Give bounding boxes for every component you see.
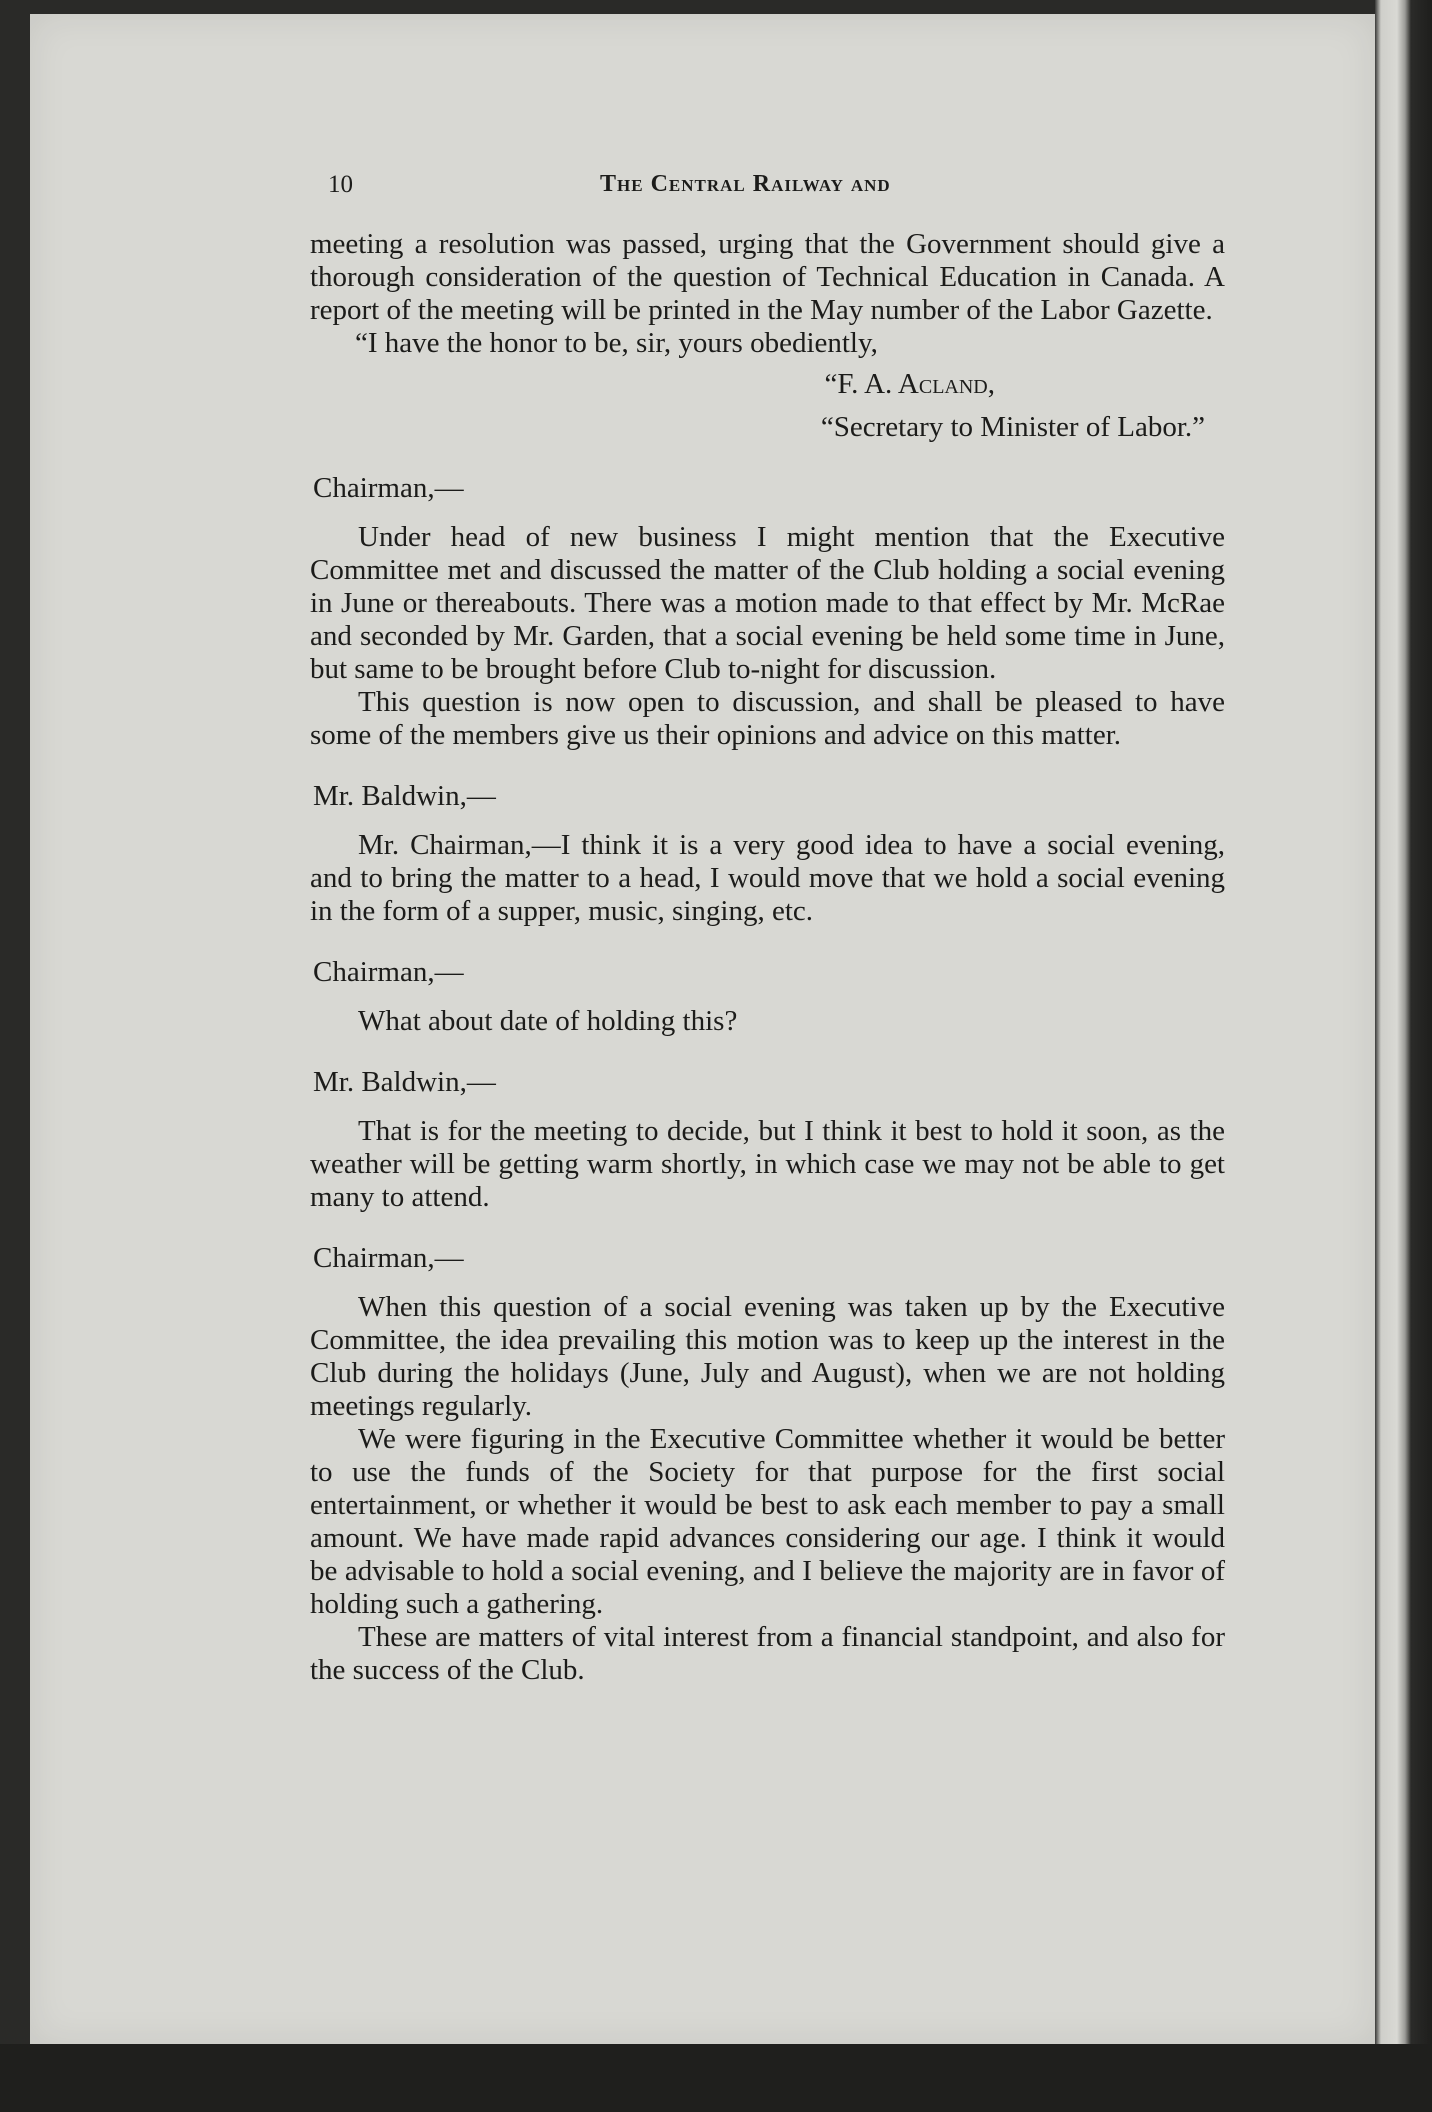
page-text (310, 168, 1225, 1687)
speech-paragraph: Mr. Chairman,—I think it is a very good idea to have a social evening, and to bring the matter to a head, I would move that we hold a social evening in the form of a supper, music, singing, etc. (310, 829, 1225, 927)
letter-paragraph: meeting a resolution was passed, urging that the Government should give a thorough consideration of the question of Technical Education in Canada. A report of the meeting will be printed in the May number of the Labor Gazette. (310, 228, 1225, 326)
speech-paragraph: These are matters of vital interest from a financial standpoint, and also for the success of the Club. (310, 1621, 1225, 1686)
speech-paragraph: What about date of holding this? (358, 1005, 738, 1037)
speaker-label: Mr. Baldwin,— (313, 780, 496, 812)
speech-paragraph: We were figuring in the Executive Committee whether it would be better to use the funds of the Society for that purpose for the first social entertainment, or whether it would be best to ask each member to pay a small amount. We have made rapid advances considering our age. I think it would be advisable to hold a social evening, and I believe the majority are in favor of holding such a gathering. (310, 1423, 1225, 1620)
page-number: 10 (328, 171, 353, 198)
speech-paragraph: This question is now open to discussion, and shall be pleased to have some of the members give us their opinions and advice on this matter. (310, 686, 1225, 751)
page-edge-bottom (0, 2044, 1432, 2112)
speech-paragraph: When this question of a social evening was taken up by the Executive Committee, the idea prevailing this motion was to keep up the interest in the Club during the holidays (June, July and August), when we are not holding meetings regularly. (310, 1291, 1225, 1422)
speech-paragraph: Under head of new business I might mention that the Executive Committee met and discussed the matter of the Club holding a social evening in June or thereabouts. There was a motion made to that effect by Mr. McRae and seconded by Mr. Garden, that a social evening be held some time in June, but same to be brought before Club to-night for discussion. (310, 521, 1225, 685)
letter-closing: “I have the honor to be, sir, yours obediently, (355, 327, 878, 359)
letter-signature-title: “Secretary to Minister of Labor.” (820, 411, 1205, 443)
speaker-label: Mr. Baldwin,— (313, 1066, 496, 1098)
speaker-label: Chairman,— (313, 472, 464, 504)
running-title: The Central Railway and (600, 171, 891, 197)
speech-paragraph: That is for the meeting to decide, but I think it best to hold it soon, as the weather will be getting warm shortly, in which case we may not be able to get many to attend. (310, 1115, 1225, 1213)
page-header (310, 168, 1225, 228)
speaker-label: Chairman,— (313, 956, 464, 988)
page-edge-right (1375, 0, 1432, 2112)
speaker-label: Chairman,— (313, 1242, 464, 1274)
letter-signature-name: “F. A. Acland, (824, 368, 995, 400)
